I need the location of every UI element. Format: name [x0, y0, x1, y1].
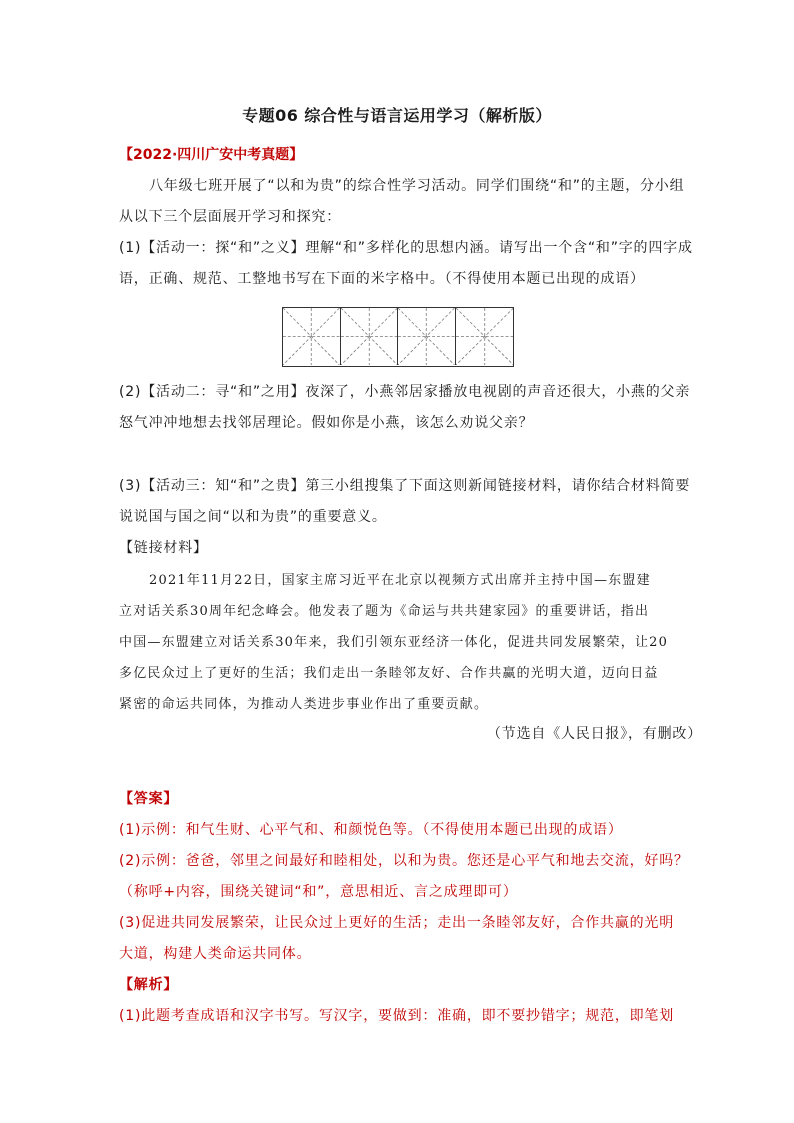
page-title: 专题06 综合性与语言运用学习（解析版）	[242, 106, 552, 125]
material-line-2: 立对话关系30周年纪念峰会。他发表了题为《命运与共共建家园》的重要讲话，指出	[119, 604, 650, 619]
material-line-5: 紧密的命运共同体，为推动人类进步事业作出了重要贡献。	[119, 697, 489, 712]
material-label: 【链接材料】	[119, 540, 208, 556]
mi-zi-grid	[282, 307, 514, 367]
material-line-3: 中国—东盟建立对话关系30年来，我们引领东亚经济一体化，促进共同发展繁荣，让20	[119, 635, 669, 650]
mi-zi-cell	[283, 308, 341, 365]
answer-line-1: (1)示例：和气生财、心平气和、和颜悦色等。（不得使用本题已出现的成语）	[119, 822, 623, 838]
question-3-line-1: (3)【活动三：知“和”之贵】第三小组搜集了下面这则新闻链接材料，请你结合材料简要	[119, 478, 691, 494]
mi-zi-cell	[398, 308, 456, 365]
material-source: （节选自《人民日报》，有删改）	[487, 726, 702, 742]
material-line-4: 多亿民众过上了更好的生活；我们走出一条睦邻友好、合作共赢的光明大道，迈向日益	[119, 666, 659, 681]
question-1-line-1: (1)【活动一：探“和”之义】理解“和”多样化的思想内涵。请写出一个含“和”字的四字成	[119, 240, 693, 256]
question-3-line-2: 说说国与国之间“以和为贵”的重要意义。	[119, 509, 387, 525]
answer-line-3: （称呼+内容，围绕关键词“和”，意思相近、言之成理即可）	[119, 884, 518, 900]
question-1-line-2: 语，正确、规范、工整地书写在下面的米字格中。（不得使用本题已出现的成语）	[119, 271, 645, 287]
source-tag: 【2022·四川广安中考真题】	[119, 147, 304, 163]
question-2-line-2: 怒气冲冲地想去找邻居理论。假如你是小燕，该怎么劝说父亲？	[119, 415, 534, 431]
question-2-line-1: (2)【活动二：寻“和”之用】夜深了，小燕邻居家播放电视剧的声音还很大，小燕的父亲	[119, 384, 691, 400]
material-line-1: 2021年11月22日，国家主席习近平在北京以视频方式出席并主持中国—东盟建	[149, 573, 651, 588]
analysis-heading: 【解析】	[119, 977, 179, 993]
answer-line-5: 大道，构建人类命运共同体。	[119, 946, 312, 962]
intro-line-2: 从以下三个层面展开学习和探究：	[119, 209, 341, 225]
answer-heading: 【答案】	[119, 791, 179, 807]
analysis-line-1: (1)此题考查成语和汉字书写。写汉字，要做到：准确，即不要抄错字；规范，即笔划	[119, 1008, 675, 1024]
answer-line-4: (3)促进共同发展繁荣，让民众过上更好的生活；走出一条睦邻友好，合作共赢的光明	[119, 915, 675, 931]
mi-zi-cell	[341, 308, 399, 365]
intro-line-1: 八年级七班开展了“以和为贵”的综合性学习活动。同学们围绕“和”的主题，分小组	[149, 178, 685, 194]
answer-line-2: (2)示例：爸爸，邻里之间最好和睦相处，以和为贵。您还是心平气和地去交流，好吗？	[119, 853, 689, 869]
mi-zi-cell	[456, 308, 514, 365]
